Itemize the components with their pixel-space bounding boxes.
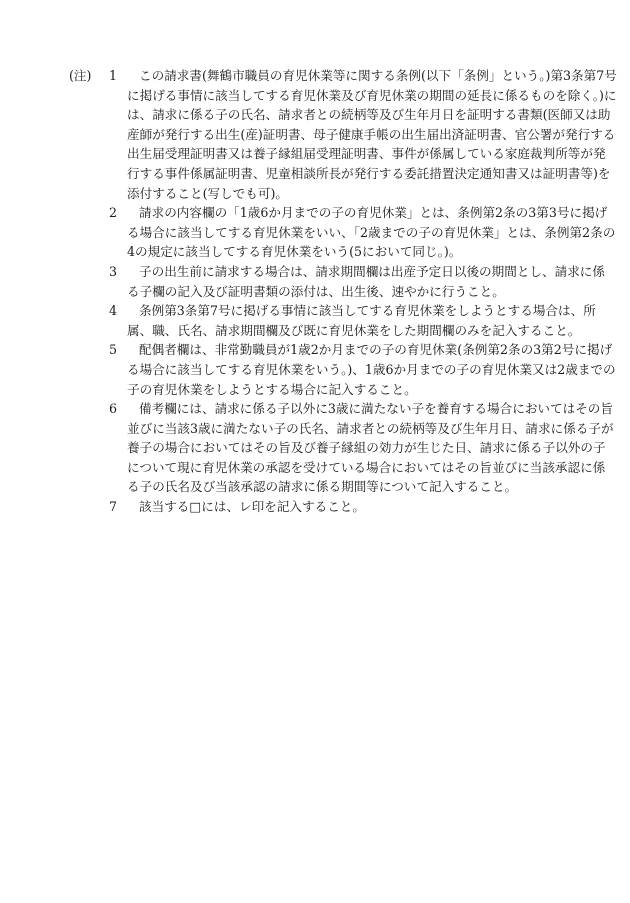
note-item-4	[69, 301, 617, 340]
note-number: 2	[109, 205, 118, 221]
notes-prefix: (注)	[69, 68, 92, 83]
note-number: 1	[109, 68, 118, 83]
note-item-6	[69, 399, 617, 497]
note-text: 該当する□には、レ印を記入すること。	[139, 499, 365, 515]
note-number: 7	[109, 499, 118, 515]
note-number: 5	[109, 342, 118, 358]
note-item-5	[69, 340, 617, 399]
note-item-1	[69, 66, 617, 203]
notes-section	[69, 66, 617, 517]
note-item-2	[69, 203, 617, 262]
note-text: 配偶者欄は、非常勤職員が1歳2か月までの子の育児休業(条例第2条の3第2号に掲げる場合に該当してする育児休業をいう。)、1歳6か月までの子の育児休業又は2歳までの子の育児休業をしようとする場合に記入すること。	[127, 342, 616, 397]
note-text: 条例第3条第7号に掲げる事情に該当してする育児休業をしようとする場合は、所属、職、氏名、請求期間欄及び既に育児休業をした期間欄のみを記入すること。	[127, 303, 596, 338]
note-text: この請求書(舞鶴市職員の育児休業等に関する条例(以下「条例」という。)第3条第7号に掲げる事情に該当してする育児休業及び育児休業の期間の延長に係るものを除く。)には、請求に係る子の氏名、請求者との続柄等及び生年月日を証明する書類(医師又は助産師が発行する出生(産)証明書、母子健康手帳の出生届出済証明書、官公署が発行する出生届受理証明書又は養子縁組届受理証明書、事件が係属している家庭裁判所等が発行する事件係属証明書、児童相談所長が発行する委託措置決定通知書又は証明書等)を添付すること(写しでも可)。	[127, 68, 617, 201]
note-text: 備考欄には、請求に係る子以外に3歳に満たない子を養育する場合においてはその旨並びに当該3歳に満たない子の氏名、請求者との続柄等及び生年月日、請求に係る子が養子の場合においてはその旨及び養子縁組の効力が生じた日、請求に係る子以外の子について現に育児休業の承認を受けている場合においてはその旨並びに当該承認に係る子の氏名及び当該承認の請求に係る期間等について記入すること。	[127, 401, 614, 495]
note-item-3	[69, 262, 617, 301]
note-number: 6	[109, 401, 118, 417]
note-text: 子の出生前に請求する場合は、請求期間欄は出産予定日以後の期間とし、請求に係る子欄の記入及び証明書類の添付は、出生後、速やかに行うこと。	[127, 263, 605, 299]
note-number: 4	[109, 303, 118, 319]
note-number: 3	[109, 263, 118, 279]
note-item-7	[69, 497, 617, 517]
note-text: 請求の内容欄の「1歳6か月までの子の育児休業」とは、条例第2条の3第3号に掲げる場合に該当してする育児休業をいい、「2歳までの子の育児休業」とは、条例第2条の4の規定に該当してする育児休業をいう(5において同じ。)。	[127, 205, 616, 260]
